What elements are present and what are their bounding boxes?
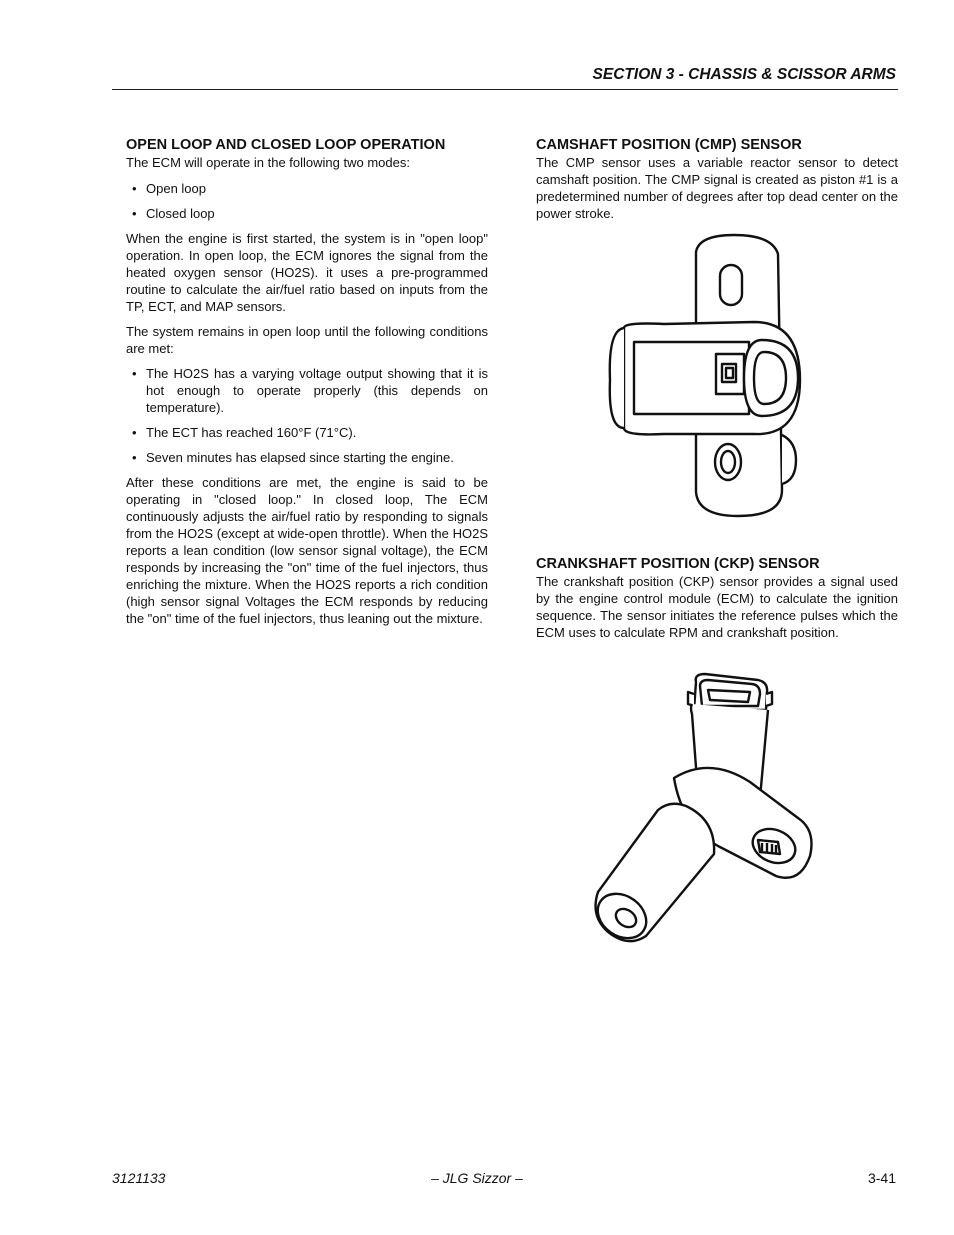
right-column (536, 136, 898, 230)
list-item: • The HO2S has a varying voltage output showing that it is hot enough to operate properly (this depends on temperature). (132, 366, 488, 415)
section-title: SECTION 3 - CHASSIS & SCISSOR ARMS (592, 66, 896, 83)
open-loop-paragraph: When the engine is first started, the system is in "open loop" operation. In open loop, the ECM ignores the signal from the heated oxygen sensor (HO2S). it uses a pre-programmed routine to calculate the air/fuel ratio based on inputs from the TP, ECT, and MAP sensors. (126, 231, 488, 314)
modes-list (126, 180, 488, 222)
ckp-section (536, 555, 898, 649)
footer-title: – JLG Sizzor – (431, 1170, 523, 1186)
left-column (126, 136, 488, 635)
bullet: • (132, 181, 137, 196)
cmp-sensor-illustration (604, 230, 804, 520)
list-item: • Closed loop (132, 206, 215, 221)
ckp-heading: CRANKSHAFT POSITION (CKP) SENSOR (536, 556, 820, 572)
list-item: • The ECT has reached 160°F (71°C). (132, 425, 357, 440)
cmp-heading: CAMSHAFT POSITION (CMP) SENSOR (536, 137, 802, 153)
ckp-sensor-illustration (590, 670, 816, 960)
modes-intro: The ECM will operate in the following two modes: (126, 155, 410, 170)
closed-loop-paragraph: After these conditions are met, the engine is said to be operating in "closed loop." In closed loop, The ECM continuously adjusts the air/fuel ratio by responding to signals from the HO2S (except at wide-open throttle). When the HO2S reports a lean condition (low sensor signal voltage), the ECM responds by increasing the "on" time of the fuel injectors, thus enriching the mixture. When the HO2S reports a rich condition (high sensor signal Voltages the ECM responds by reducing the "on" time of the fuel injectors, thus leaning out the mixture. (126, 475, 488, 626)
cmp-paragraph: The CMP sensor uses a variable reactor sensor to detect camshaft position. The CMP signal is created as piston #1 is a predetermined number of degrees after top dead center on the power stroke. (536, 155, 898, 221)
open-closed-loop-heading: OPEN LOOP AND CLOSED LOOP OPERATION (126, 137, 446, 153)
ckp-paragraph: The crankshaft position (CKP) sensor provides a signal used by the engine control module (ECM) to calculate the ignition sequence. The sensor initiates the reference pulses which the ECM uses to calculate RPM and crankshaft position. (536, 574, 898, 640)
footer-page-number: 3-41 (867, 1170, 896, 1186)
header-rule (112, 89, 898, 90)
footer-doc-number: 3121133 (112, 1170, 166, 1186)
bullet: • (132, 450, 137, 465)
conditions-intro: The system remains in open loop until the following conditions are met: (126, 324, 488, 356)
conditions-list (126, 365, 488, 466)
bullet: • (132, 206, 137, 221)
list-item: • Seven minutes has elapsed since starting the engine. (132, 450, 454, 465)
list-item: • Open loop (132, 181, 206, 196)
bullet: • (132, 366, 137, 381)
bullet: • (132, 425, 137, 440)
